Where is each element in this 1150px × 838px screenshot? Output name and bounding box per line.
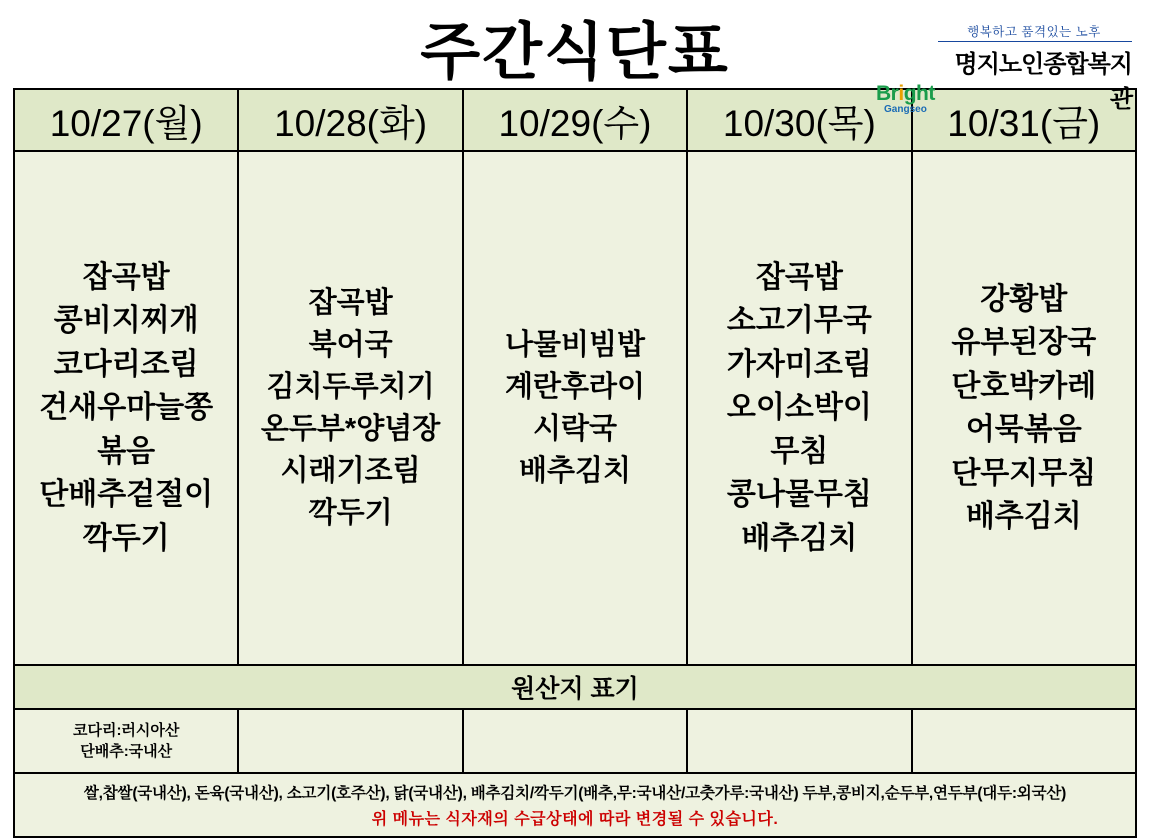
origin-cell-mon bbox=[14, 709, 238, 773]
menu-item: 단호박카레 bbox=[951, 369, 1097, 403]
menu-cell-mon bbox=[14, 151, 238, 665]
origin-cell-wed bbox=[463, 709, 687, 773]
menu-item: 깍두기 bbox=[82, 521, 170, 555]
page-header bbox=[0, 0, 1150, 115]
table-row-menus bbox=[14, 151, 1136, 665]
weekly-menu-table bbox=[13, 88, 1137, 838]
menu-cell-wed bbox=[463, 151, 687, 665]
origin-detail-text: 쌀,찹쌀(국내산), 돈육(국내산), 소고기(호주산), 닭(국내산), 배추김치/깍두기(배추,무:국내산/고춧가루:국내산) 두부,콩비지,순두부,연두부(대두:외국산) bbox=[83, 785, 1067, 802]
menu-item: 가자미조림 bbox=[726, 347, 872, 381]
menu-item: 배추김치 bbox=[518, 455, 631, 488]
day-header-tue: 10/28(화) bbox=[238, 89, 462, 151]
menu-item: 건새우마늘쫑 bbox=[39, 391, 214, 425]
origin-line: 단배추:국내산 bbox=[80, 743, 173, 760]
menu-item: 깍두기 bbox=[308, 497, 393, 530]
menu-cell-fri bbox=[912, 151, 1136, 665]
menu-item: 시래기조림 bbox=[280, 455, 421, 488]
menu-item: 잡곡밥 bbox=[755, 260, 843, 294]
organization-logo bbox=[876, 22, 1132, 115]
menu-item: 온두부*양념장 bbox=[260, 413, 441, 445]
menu-item: 단배추겉절이 bbox=[39, 478, 214, 512]
page-title: 주간식단표 bbox=[420, 18, 730, 87]
menu-item: 콩비지찌개 bbox=[53, 304, 199, 338]
logo-divider bbox=[938, 41, 1132, 42]
menu-item: 오이소박이 bbox=[726, 391, 872, 425]
origin-cell-tue bbox=[238, 709, 462, 773]
menu-item: 계란후라이 bbox=[504, 370, 646, 403]
table-row-origin bbox=[14, 709, 1136, 773]
bright-logo-mark bbox=[876, 83, 935, 115]
brand-subtext: Gangseo bbox=[884, 104, 927, 115]
origin-header: 원산지 표기 bbox=[14, 665, 1136, 709]
menu-item: 콩나물무침 bbox=[726, 478, 872, 512]
brand-wordmark bbox=[876, 83, 935, 104]
origin-cell-thu bbox=[687, 709, 911, 773]
day-header-thu: 10/30(목) bbox=[687, 89, 911, 151]
menu-item: 어묵볶음 bbox=[965, 413, 1082, 446]
origin-cell-fri bbox=[912, 709, 1136, 773]
brand-text-part1: Br bbox=[876, 82, 899, 105]
origin-line: 코다리:러시아산 bbox=[72, 722, 180, 739]
menu-item: 시락국 bbox=[532, 413, 617, 445]
day-header-mon: 10/27(월) bbox=[14, 89, 238, 151]
brand-text-part2: ght bbox=[903, 82, 935, 105]
menu-item: 소고기무국 bbox=[726, 304, 872, 338]
menu-item: 배추김치 bbox=[741, 521, 858, 555]
menu-item: 잡곡밥 bbox=[82, 260, 170, 294]
logo-row bbox=[876, 44, 1132, 115]
menu-cell-tue bbox=[238, 151, 462, 665]
menu-item: 볶음 bbox=[97, 434, 156, 468]
table-row-origin-header bbox=[14, 665, 1136, 709]
footer-notes bbox=[14, 773, 1136, 837]
menu-item: 단무지무침 bbox=[951, 456, 1097, 490]
menu-item: 배추김치 bbox=[965, 500, 1082, 533]
organization-name: 명지노인종합복지관 bbox=[954, 51, 1132, 113]
menu-cell-thu bbox=[687, 151, 911, 665]
menu-item: 무침 bbox=[770, 434, 829, 468]
menu-item: 나물비빔밥 bbox=[504, 328, 646, 361]
menu-item: 유부된장국 bbox=[951, 326, 1097, 359]
day-header-wed: 10/29(수) bbox=[463, 89, 687, 151]
menu-item: 북어국 bbox=[308, 328, 393, 361]
menu-item: 잡곡밥 bbox=[308, 286, 393, 319]
menu-item: 코다리조림 bbox=[53, 347, 199, 381]
menu-change-notice: 위 메뉴는 식자재의 수급상태에 따라 변경될 수 있습니다. bbox=[371, 811, 779, 828]
brand-text-dot: i bbox=[898, 82, 904, 105]
menu-item: 강황밥 bbox=[980, 282, 1068, 316]
day-header-fri: 10/31(금) bbox=[912, 89, 1136, 151]
table-row-footer bbox=[14, 773, 1136, 837]
logo-tagline: 행복하고 품격있는 노후 bbox=[967, 25, 1101, 39]
menu-item: 김치두루치기 bbox=[266, 370, 435, 403]
